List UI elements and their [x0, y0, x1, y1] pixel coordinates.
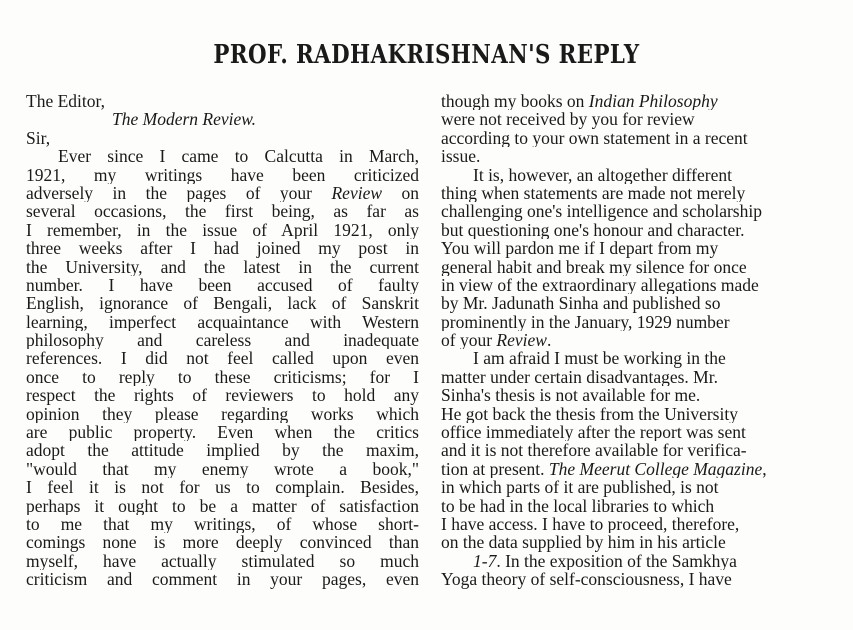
article-title: PROF. RADHAKRISHNAN'S REPLY — [213, 40, 640, 70]
text-line: Sinha's thesis is not available for me. — [441, 386, 701, 405]
text-line: three weeks after I had joined my post in — [26, 239, 419, 258]
text-line: and it is not therefore available for verifica- — [441, 441, 747, 460]
text-line: office immediately after the report was sent — [441, 423, 746, 442]
text-line: You will pardon me if I depart from my — [441, 239, 719, 258]
text-line: Ever since I came to Calcutta in March, — [58, 147, 419, 166]
text-line: to me that my writings, of whose short- — [26, 514, 419, 534]
text-line: but questioning one's honour and character. — [441, 220, 745, 240]
salutation-publication: The Modern Review. — [112, 110, 257, 129]
text-line: "would that my enemy wrote a book," — [26, 459, 419, 479]
text-line: several occasions, the first being, as far as — [26, 202, 419, 221]
text-line: opinion they please regarding works which — [26, 404, 419, 424]
text-line: adopt the attitude implied by the maxim, — [26, 441, 419, 460]
text-line: I am afraid I must be working in the — [473, 349, 726, 368]
text-line: philosophy and careless and inadequate — [26, 331, 419, 350]
text-line: to be had in the local libraries to which — [441, 496, 715, 515]
text-line: references. I did not feel called upon even — [26, 349, 419, 368]
text-line: I have access. I have to proceed, therefore, — [441, 514, 740, 534]
text-line: perhaps it ought to be a matter of satisfaction — [26, 496, 419, 515]
text-line: are public property. Even when the critics — [26, 423, 419, 442]
text-line: It is, however, an altogether different — [473, 165, 732, 184]
text-line: once to reply to these criticisms; for I — [26, 367, 419, 387]
text-line: according to your own statement in a recent — [441, 128, 748, 148]
text-line: thing when statements are made not merely — [441, 183, 746, 203]
text-line: of your Review. — [441, 331, 552, 350]
text-line: adversely in the pages of your Review on — [26, 183, 419, 203]
text-line: Yoga theory of self-consciousness, I have — [441, 570, 732, 589]
text-line: criticism and comment in your pages, even — [26, 570, 419, 589]
text-line: He got back the thesis from the University — [441, 404, 738, 424]
text-line: 1-7. In the exposition of the Samkhya — [473, 551, 737, 571]
text-line: general habit and break my silence for once — [441, 257, 747, 276]
text-line: matter under certain disadvantages. Mr. — [441, 367, 718, 387]
text-line: though my books on Indian Philosophy — [441, 92, 718, 111]
text-line: I feel it is not for us to complain. Besides, — [26, 478, 419, 497]
text-line: by Mr. Jadunath Sinha and published so — [441, 294, 721, 313]
text-line: English, ignorance of Bengali, lack of Sanskrit — [26, 294, 419, 313]
text-line: issue. — [441, 147, 481, 166]
text-line: challenging one's intelligence and scholarship — [441, 202, 762, 221]
text-line: the University, and the latest in the current — [26, 257, 419, 276]
text-line: in which parts of it are published, is not — [441, 478, 719, 497]
text-line: tion at present. The Meerut College Magazine, — [441, 459, 767, 479]
text-line: I remember, in the issue of April 1921, only — [26, 220, 419, 240]
text-line: myself, have actually stimulated so much — [26, 551, 419, 571]
right-column — [441, 92, 823, 589]
text-line: in view of the extraordinary allegations made — [441, 275, 759, 295]
text-line: prominently in the January, 1929 number — [441, 312, 730, 332]
left-column — [26, 92, 419, 589]
text-line: learning, imperfect acquaintance with Western — [26, 312, 419, 332]
text-line: number. I have been accused of faulty — [26, 275, 419, 295]
text-line: 1921, my writings have been criticized — [26, 165, 419, 184]
text-line: were not received by you for review — [441, 110, 695, 129]
salutation-editor: The Editor, — [26, 92, 105, 111]
salutation-sir: Sir, — [26, 128, 51, 148]
text-line: respect the rights of reviewers to hold any — [26, 386, 419, 405]
text-line: on the data supplied by him in his article — [441, 533, 726, 552]
text-line: comings none is more deeply convinced than — [26, 533, 419, 552]
